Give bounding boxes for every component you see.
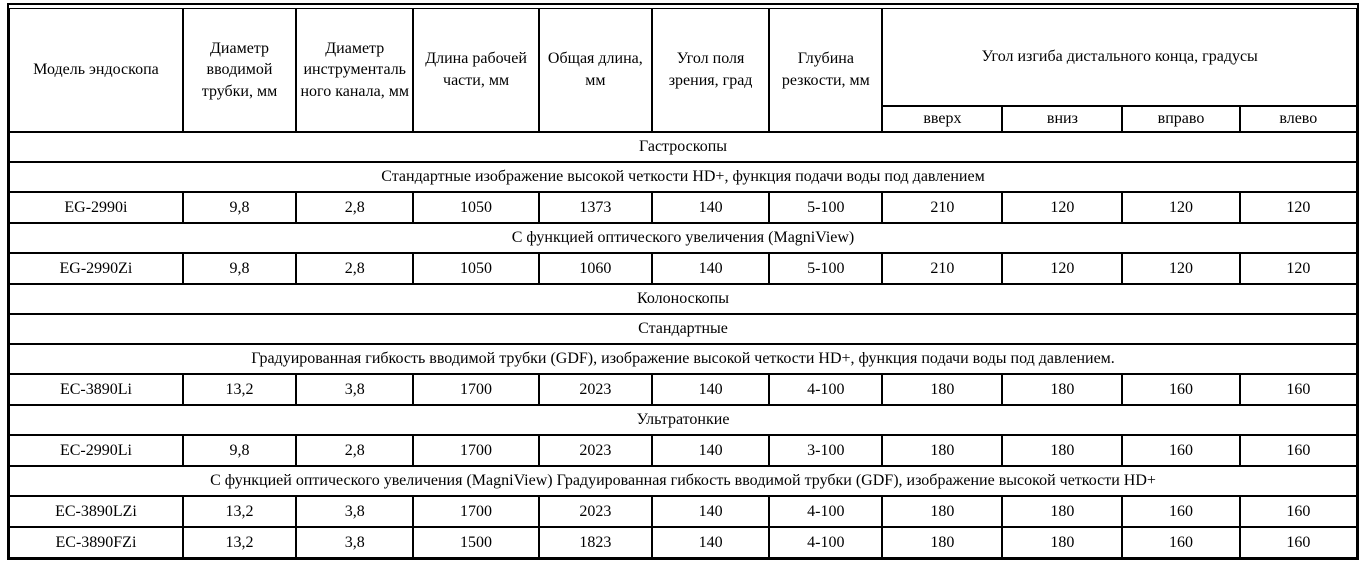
cell-value: 180 (1002, 435, 1122, 466)
header-cell-bend-down: вниз (1002, 106, 1122, 132)
cell-value: 180 (882, 435, 1002, 466)
cell-value: 1700 (413, 496, 538, 527)
cell-value: 2,8 (296, 192, 413, 223)
cell-value: 120 (1240, 192, 1357, 223)
cell-value: 2023 (539, 374, 652, 405)
header-row-main (9, 8, 1357, 106)
cell-value: 3,8 (296, 527, 413, 558)
table-header (9, 8, 1357, 132)
section-row (9, 284, 1357, 314)
cell-value: 160 (1240, 374, 1357, 405)
cell-value: 9,8 (183, 253, 296, 284)
section-label: Стандартные (9, 314, 1357, 344)
cell-value: 1050 (413, 192, 538, 223)
section-row (9, 466, 1357, 496)
cell-value: 3-100 (769, 435, 882, 466)
cell-value: 1373 (539, 192, 652, 223)
cell-value: 180 (882, 374, 1002, 405)
cell-value: 120 (1002, 192, 1122, 223)
cell-value: 180 (882, 527, 1002, 558)
data-row (9, 527, 1357, 558)
data-row (9, 496, 1357, 527)
section-row (9, 344, 1357, 374)
cell-value: 5-100 (769, 192, 882, 223)
header-cell-bend-angle-group: Угол изгиба дистального конца, градусы (882, 8, 1357, 106)
cell-value: 160 (1122, 527, 1239, 558)
cell-value: 160 (1122, 374, 1239, 405)
cell-value: 120 (1122, 253, 1239, 284)
cell-value: 140 (652, 496, 769, 527)
section-label: Колоноскопы (9, 284, 1357, 314)
header-cell-model: Модель эндоскопа (9, 8, 183, 132)
cell-value: 140 (652, 374, 769, 405)
cell-value: 13,2 (183, 496, 296, 527)
section-row (9, 162, 1357, 192)
cell-value: 140 (652, 435, 769, 466)
cell-value: 3,8 (296, 374, 413, 405)
cell-value: 9,8 (183, 435, 296, 466)
section-row (9, 405, 1357, 435)
cell-value: 2023 (539, 435, 652, 466)
data-row (9, 253, 1357, 284)
cell-value: 210 (882, 253, 1002, 284)
table-body (9, 132, 1357, 558)
header-cell-insertion-tube-diameter: Диаметр вводимой трубки, мм (183, 8, 296, 132)
cell-value: 4-100 (769, 496, 882, 527)
section-label: Ультратонкие (9, 405, 1357, 435)
data-row (9, 374, 1357, 405)
cell-value: 120 (1002, 253, 1122, 284)
cell-model: EC-3890Li (9, 374, 183, 405)
section-row (9, 223, 1357, 253)
cell-value: 180 (1002, 374, 1122, 405)
cell-value: 180 (882, 496, 1002, 527)
cell-value: 2,8 (296, 435, 413, 466)
header-cell-bend-right: вправо (1122, 106, 1239, 132)
cell-value: 1050 (413, 253, 538, 284)
cell-value: 210 (882, 192, 1002, 223)
cell-value: 140 (652, 253, 769, 284)
cell-value: 2,8 (296, 253, 413, 284)
header-cell-depth-of-field: Глубина резкости, мм (769, 8, 882, 132)
section-label: С функцией оптического увеличения (MagniView) Градуированная гибкость вводимой трубки (GDF), изображение высокой четкости HD+ (9, 466, 1357, 496)
cell-value: 160 (1122, 435, 1239, 466)
header-cell-instrument-channel-diameter: Диаметр инструментального канала, мм (296, 8, 413, 132)
cell-value: 1823 (539, 527, 652, 558)
cell-value: 3,8 (296, 496, 413, 527)
cell-value: 5-100 (769, 253, 882, 284)
cell-value: 1700 (413, 435, 538, 466)
cell-model: EG-2990Zi (9, 253, 183, 284)
cell-value: 180 (1002, 496, 1122, 527)
section-label: Гастроскопы (9, 132, 1357, 162)
endoscope-spec-table-frame (7, 3, 1359, 560)
cell-value: 13,2 (183, 527, 296, 558)
cell-value: 140 (652, 192, 769, 223)
cell-value: 120 (1240, 253, 1357, 284)
cell-model: EG-2990i (9, 192, 183, 223)
cell-value: 4-100 (769, 527, 882, 558)
header-cell-bend-left: влево (1240, 106, 1357, 132)
cell-model: EC-3890LZi (9, 496, 183, 527)
cell-value: 4-100 (769, 374, 882, 405)
cell-value: 2023 (539, 496, 652, 527)
cell-value: 1700 (413, 374, 538, 405)
section-label: С функцией оптического увеличения (MagniView) (9, 223, 1357, 253)
cell-value: 9,8 (183, 192, 296, 223)
header-cell-total-length: Общая длина, мм (539, 8, 652, 132)
endoscope-spec-table (9, 8, 1357, 558)
cell-value: 1500 (413, 527, 538, 558)
section-row (9, 314, 1357, 344)
cell-value: 120 (1122, 192, 1239, 223)
header-cell-working-length: Длина рабочей части, мм (413, 8, 538, 132)
cell-value: 1060 (539, 253, 652, 284)
section-label: Градуированная гибкость вводимой трубки (GDF), изображение высокой четкости HD+, функция подачи воды под давлением. (9, 344, 1357, 374)
cell-value: 160 (1240, 527, 1357, 558)
cell-value: 180 (1002, 527, 1122, 558)
cell-model: EC-3890FZi (9, 527, 183, 558)
cell-value: 160 (1122, 496, 1239, 527)
cell-value: 13,2 (183, 374, 296, 405)
data-row (9, 435, 1357, 466)
cell-value: 140 (652, 527, 769, 558)
section-row (9, 132, 1357, 162)
section-label: Стандартные изображение высокой четкости HD+, функция подачи воды под давлением (9, 162, 1357, 192)
header-cell-bend-up: вверх (882, 106, 1002, 132)
data-row (9, 192, 1357, 223)
cell-value: 160 (1240, 496, 1357, 527)
header-cell-field-of-view: Угол поля зрения, град (652, 8, 769, 132)
cell-model: EC-2990Li (9, 435, 183, 466)
cell-value: 160 (1240, 435, 1357, 466)
